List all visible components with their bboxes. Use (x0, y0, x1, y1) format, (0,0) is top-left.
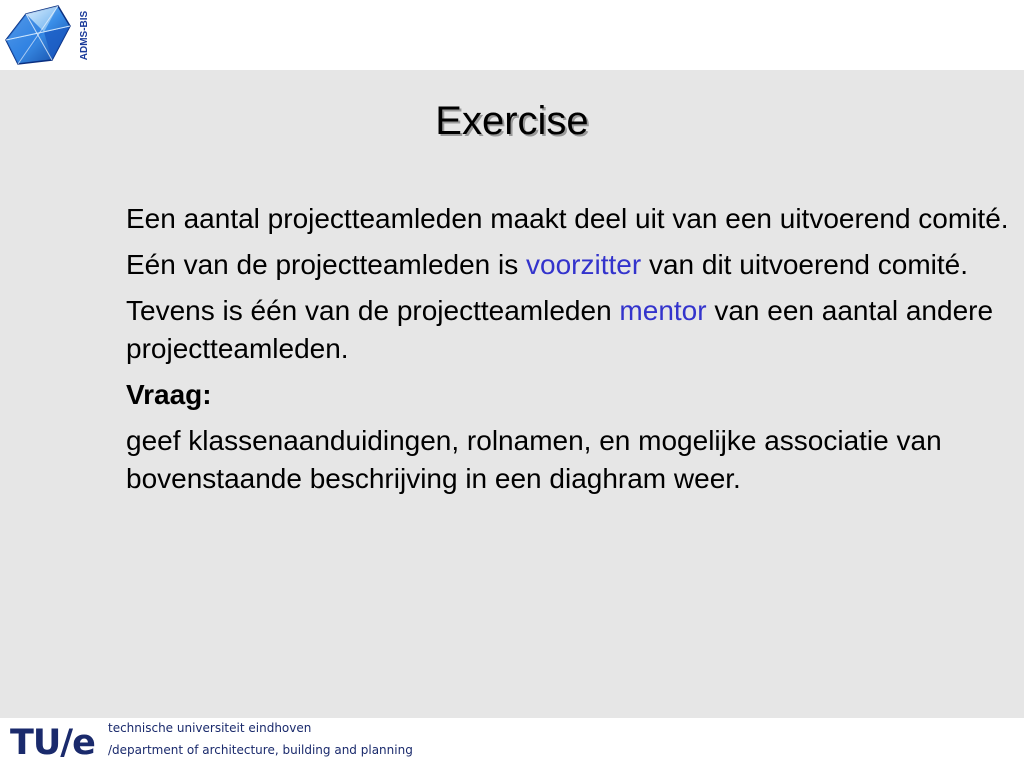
paragraph-3-end: van een aantal andere projectteamleden. (126, 295, 994, 364)
paragraph-2-start: Eén van de projectteamleden is (126, 249, 527, 280)
header-bar (0, 0, 1024, 70)
logo-label (72, 2, 98, 68)
keyword-voorzitter: voorzitter (526, 249, 642, 280)
paragraph-2 (126, 246, 1016, 284)
paragraph-3 (126, 292, 1016, 368)
slide-content (126, 200, 1016, 506)
question-label: Vraag: (126, 379, 212, 410)
question-text: geef klassenaanduidingen, rolnamen, en mogelijke associatie van bovenstaande beschrijving in een diaghram weer. (126, 425, 942, 494)
adms-bis-logo (0, 0, 100, 70)
tue-logo: TU/e (10, 723, 95, 763)
paragraph-2-end: van dit uitvoerend comité. (641, 249, 969, 280)
slide-title: Exercise (435, 99, 589, 143)
paragraph-1: Een aantal projectteamleden maakt deel uit van een uitvoerend comité. (126, 203, 1009, 234)
department-name: /department of architecture, building and planning (108, 743, 413, 757)
logo-label-text: ADMS-BIS (79, 10, 91, 60)
crystal-logo-icon (0, 0, 76, 70)
keyword-mentor: mentor (619, 295, 707, 326)
university-name: technische universiteit eindhoven (108, 721, 312, 735)
paragraph-3-start: Tevens is één van de projectteamleden (126, 295, 620, 326)
